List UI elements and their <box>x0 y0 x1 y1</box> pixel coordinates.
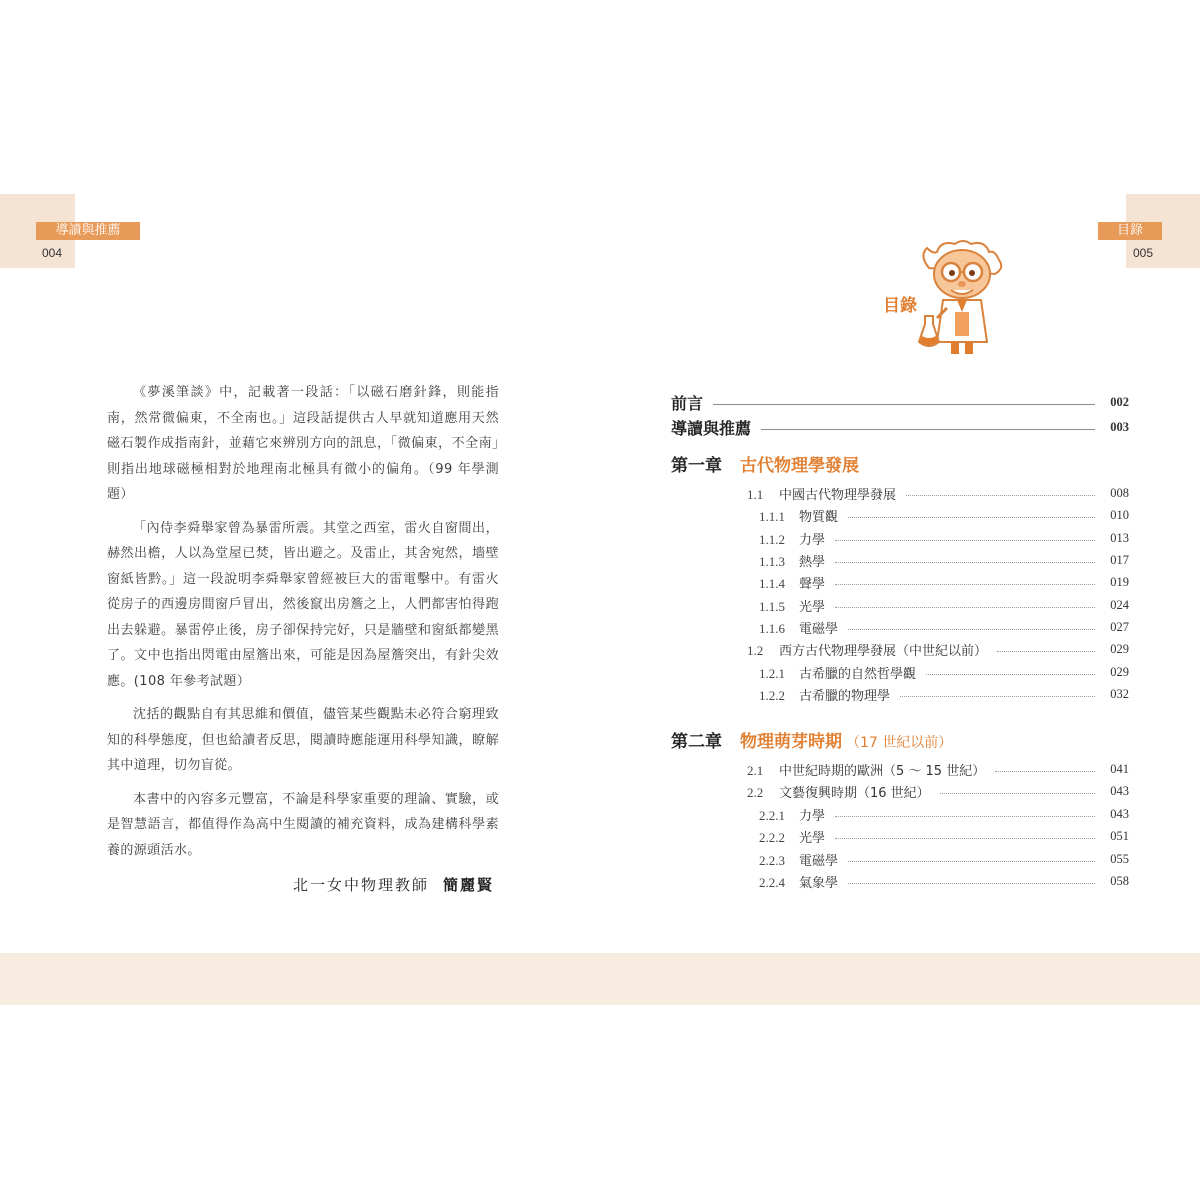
page-number-right: 005 <box>1133 246 1154 260</box>
toc-entry[interactable] <box>759 872 1129 891</box>
toc-entry-label: 物質觀 <box>799 510 839 525</box>
toc-page-number: 041 <box>1110 762 1129 776</box>
toc-leader <box>835 607 1095 608</box>
toc-leader <box>835 816 1095 817</box>
toc-entry-label: 聲學 <box>799 577 826 592</box>
toc-leader <box>900 696 1095 697</box>
toc-entry-number: 1.2.1 <box>759 666 785 681</box>
toc-entry[interactable] <box>759 551 1129 570</box>
toc-entry-number: 1.2.2 <box>759 688 785 703</box>
toc-entry[interactable] <box>759 850 1129 869</box>
toc-entry-number: 1.1.2 <box>759 532 785 547</box>
toc-entry-label: 導讀與推薦 <box>671 419 752 438</box>
paragraph: 本書中的內容多元豐富，不論是科學家重要的理論、實驗，或是智慧語言，都值得作為高中生閱讀的補充資料，成為建構科學素養的源頭活水。 <box>107 791 499 858</box>
toc-page-number: 024 <box>1110 598 1129 612</box>
toc-entry[interactable] <box>759 618 1129 637</box>
toc-leader <box>835 584 1095 585</box>
toc-entry-label: 西方古代物理學發展（中世紀以前） <box>779 644 988 659</box>
toc-entry[interactable] <box>747 760 1129 779</box>
toc-entry-label: 熱學 <box>799 555 826 570</box>
paragraph: 《夢溪筆談》中，記載著一段話：「以磁石磨針鋒，則能指南，然常微偏東，不全南也。」這段話提供古人早就知道應用天然磁石製作成指南針，並藉它來辨別方向的訊息，「微偏東，不全南」則指出地球磁極相對於地理南北極具有微小的偏角。（99 年學測題） <box>107 385 499 502</box>
toc-page-number: 043 <box>1110 807 1129 821</box>
signature-name: 簡麗賢 <box>442 876 494 894</box>
toc-page-number: 008 <box>1110 486 1129 500</box>
page-number-left: 004 <box>42 246 63 260</box>
chapter-number: 第二章 <box>671 732 722 752</box>
toc-entry-label: 古希臘的自然哲學觀 <box>799 667 917 682</box>
toc-entry-label: 中世紀時期的歐洲（5 ～ 15 世紀） <box>779 764 986 779</box>
toc-entry-number: 1.2 <box>747 643 764 658</box>
toc-entry[interactable] <box>759 685 1129 704</box>
left-page-body <box>107 380 499 871</box>
toc-entry-number: 1.1.6 <box>759 621 785 636</box>
section-tag-right: 目錄 <box>1098 222 1162 240</box>
toc-entry-number: 2.2 <box>747 785 764 800</box>
toc-entry-label: 氣象學 <box>799 876 839 891</box>
toc-leader <box>835 838 1095 839</box>
toc-entry-number: 1.1.3 <box>759 554 785 569</box>
toc-page-number: 051 <box>1110 829 1129 843</box>
toc-entry[interactable] <box>747 782 1129 801</box>
toc-entry[interactable] <box>747 640 1129 659</box>
toc-leader <box>848 861 1095 862</box>
toc-leader <box>906 495 1095 496</box>
chapter-title: 古代物理學發展 <box>740 456 859 476</box>
toc-entry[interactable] <box>759 506 1129 525</box>
toc-entry[interactable] <box>759 827 1129 846</box>
toc-entry-label: 力學 <box>799 533 826 548</box>
toc-page-number: 003 <box>1110 420 1129 434</box>
toc-leader <box>997 651 1095 652</box>
toc-page-number: 058 <box>1110 874 1129 888</box>
toc-entry-label: 電磁學 <box>799 854 839 869</box>
toc-entry-label: 光學 <box>799 831 826 846</box>
toc-entry-number: 1.1.5 <box>759 599 785 614</box>
toc-entry-number: 1.1 <box>747 487 764 502</box>
toc-entry-number: 2.1 <box>747 763 764 778</box>
toc-leader <box>926 674 1095 675</box>
toc-entry-number: 2.2.3 <box>759 853 785 868</box>
toc-page-number: 043 <box>1110 784 1129 798</box>
toc-entry-label: 電磁學 <box>799 622 839 637</box>
chapter-1-heading[interactable] <box>671 451 859 476</box>
toc-entry-label: 前言 <box>671 394 704 413</box>
signature-title: 北一女中物理教師 <box>292 876 429 894</box>
toc-page-number: 029 <box>1110 665 1129 679</box>
toc-page-number: 019 <box>1110 575 1129 589</box>
toc-leader <box>761 429 1095 430</box>
paragraph: 「內侍李舜舉家曾為暴雷所震。其堂之西室，雷火自窗間出，赫然出檐，人以為堂屋已焚，皆出避之。及雷止，其舍宛然，墻壁窗紙皆黔。」這一段說明李舜舉家曾經被巨大的雷電擊中。有雷火從房子的西邊房間窗戶冒出，然後竄出房簷之上，人們都害怕得跑出去躲避。暴雷停止後，房子卻保持完好，只是牆壁和窗紙都變黑了。文中也指出閃電由屋簷出來，可能是因為屋簷突出，有針尖效應。(108 年參考試題） <box>107 520 499 689</box>
toc-leader <box>848 883 1095 884</box>
toc-entry-label: 中國古代物理學發展 <box>779 488 897 503</box>
toc-page-number: 013 <box>1110 531 1129 545</box>
toc-page-number: 055 <box>1110 852 1129 866</box>
toc-entry-number: 2.2.1 <box>759 808 785 823</box>
toc-entry-label: 力學 <box>799 809 826 824</box>
toc-leader <box>848 629 1095 630</box>
toc-entry-number: 1.1.4 <box>759 576 785 591</box>
toc-entry-number: 2.2.2 <box>759 830 785 845</box>
bottom-band <box>0 953 1200 1005</box>
toc-entry[interactable] <box>759 573 1129 592</box>
toc-page-number: 010 <box>1110 508 1129 522</box>
toc-entry[interactable] <box>759 529 1129 548</box>
chapter-subtitle: （17 世紀以前） <box>846 735 953 751</box>
section-tag-left: 導讀與推薦 <box>36 222 140 240</box>
paragraph: 沈括的觀點自有其思維和價值，儘管某些觀點未必符合窮理致知的科學態度，但也給讀者反思，閱讀時應能運用科學知識，瞭解其中道理，切勿盲從。 <box>107 707 499 773</box>
toc-page-number: 029 <box>1110 642 1129 656</box>
toc-page-number: 027 <box>1110 620 1129 634</box>
chapter-2-heading[interactable] <box>671 727 952 752</box>
toc-entry[interactable] <box>759 663 1129 682</box>
toc-page-number: 002 <box>1110 395 1129 409</box>
toc-entry-label: 古希臘的物理學 <box>799 689 891 704</box>
signature <box>270 874 494 895</box>
toc-page-number: 017 <box>1110 553 1129 567</box>
toc-entry-label: 光學 <box>799 600 826 615</box>
toc-leader <box>713 404 1095 405</box>
toc-entry-number: 2.2.4 <box>759 875 785 890</box>
toc-title: 目錄 <box>883 296 917 316</box>
toc-page-number: 032 <box>1110 687 1129 701</box>
chapter-title: 物理萌芽時期 <box>740 732 842 752</box>
toc-entry-preface[interactable] <box>671 391 1129 414</box>
toc-leader <box>835 562 1095 563</box>
toc-entry-intro[interactable] <box>671 416 1129 439</box>
toc-leader <box>848 517 1095 518</box>
toc-entry[interactable] <box>759 805 1129 824</box>
toc-leader <box>995 771 1095 772</box>
toc-entry-number: 1.1.1 <box>759 509 785 524</box>
toc-entry-label: 文藝復興時期（16 世紀） <box>779 786 930 801</box>
professor-mascot-icon <box>915 238 1007 356</box>
chapter-number: 第一章 <box>671 456 722 476</box>
toc-leader <box>835 540 1095 541</box>
toc-entry[interactable] <box>759 596 1129 615</box>
toc-entry[interactable] <box>747 484 1129 503</box>
toc-leader <box>940 793 1095 794</box>
